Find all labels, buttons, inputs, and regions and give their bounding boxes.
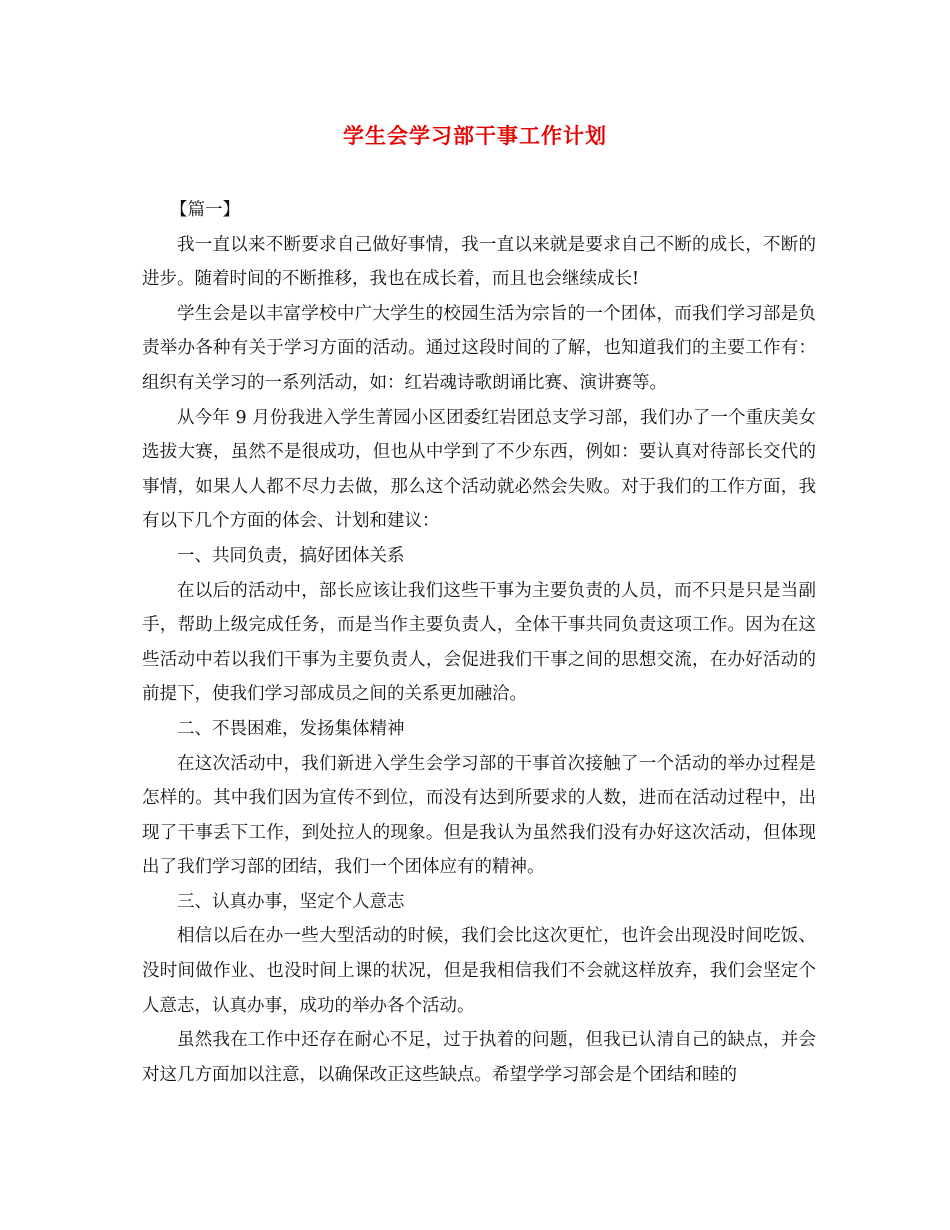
section-tag: 【篇一】 (170, 200, 240, 220)
paragraph: 我一直以来不断要求自己做好事情，我一直以来就是要求自己不断的成长，不断的进步。随着时间的不断推移，我也在成长着，而且也会继续成长! (142, 234, 816, 290)
document-title: 学生会学习部干事工作计划 (343, 123, 607, 148)
paragraph: 从今年 9 月份我进入学生菁园小区团委红岩团总支学习部，我们办了一个重庆美女选拔大赛，虽然不是很成功，但也从中学到了不少东西，例如：要认真对待部长交代的事情，如果人人都不尽力去做，那么这个活动就必然会失败。对于我们的工作方面，我有以下几个方面的体会、计划和建议： (142, 407, 816, 532)
document-body (142, 193, 816, 1092)
paragraph: 学生会是以丰富学校中广大学生的校园生活为宗旨的一个团体，而我们学习部是负责举办各种有关于学习方面的活动。通过这段时间的了解，也知道我们的主要工作有：组织有关学习的一系列活动，如：红岩魂诗歌朗诵比赛、演讲赛等。 (142, 303, 816, 393)
section-heading: 一、共同负责，搞好团体关系 (177, 545, 405, 566)
paragraph: 相信以后在办一些大型活动的时候，我们会比这次更忙，也许会出现没时间吃饭、没时间做作业、也没时间上课的状况，但是我相信我们不会就这样放弃，我们会坚定个人意志，认真办事，成功的举办各个活动。 (142, 926, 816, 1016)
section-heading: 三、认真办事，坚定个人意志 (177, 891, 405, 912)
paragraph: 在以后的活动中，部长应该让我们这些干事为主要负责的人员，而不只是只是当副手，帮助上级完成任务，而是当作主要负责人，全体干事共同负责这项工作。因为在这些活动中若以我们干事为主要负责人，会促进我们干事之间的思想交流，在办好活动的前提下，使我们学习部成员之间的关系更加融洽。 (142, 580, 816, 705)
section-heading: 二、不畏困难，发扬集体精神 (177, 718, 405, 739)
paragraph: 虽然我在工作中还存在耐心不足，过于执着的问题，但我已认清自己的缺点，并会对这几方面加以注意，以确保改正这些缺点。希望学学习部会是个团结和睦的 (142, 1030, 816, 1085)
paragraph: 在这次活动中，我们新进入学生会学习部的干事首次接触了一个活动的举办过程是怎样的。其中我们因为宣传不到位，而没有达到所要求的人数，进而在活动过程中，出现了干事丢下工作，到处拉人的现象。但是我认为虽然我们没有办好这次活动，但体现出了我们学习部的团结，我们一个团体应有的精神。 (142, 753, 816, 878)
